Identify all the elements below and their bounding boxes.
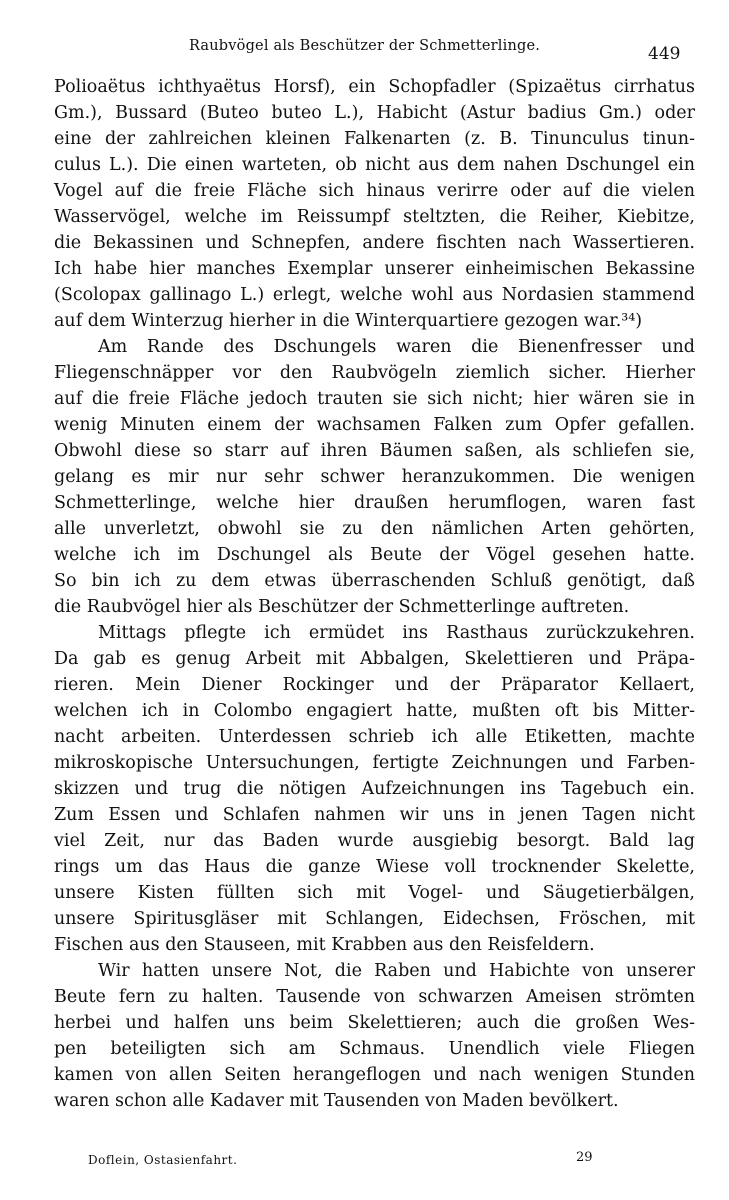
paragraph	[54, 620, 695, 958]
text-line: skizzen und trug die nötigen Aufzeichnungen ins Tagebuch ein.	[54, 779, 695, 799]
text-line: eine der zahlreichen kleinen Falkenarten (z. B. Tinunculus tinun-	[54, 129, 695, 149]
text-line: Gm.), Bussard (Buteo buteo L.), Habicht (Astur badius Gm.) oder	[54, 103, 695, 123]
text-line: Wasservögel, welche im Reissumpf steltzten, die Reiher, Kiebitze,	[54, 207, 695, 227]
text-line: Am Rande des Dschungels waren die Bienenfresser und	[98, 337, 695, 357]
text-line: unsere Kisten füllten sich mit Vogel- und Säugetierbälgen,	[54, 883, 695, 903]
body-text	[54, 74, 695, 1114]
text-line: die Bekassinen und Schnepfen, andere fischten nach Wassertieren.	[54, 233, 695, 253]
text-line: Vogel auf die freie Fläche sich hinaus verirre oder auf die vielen	[54, 181, 695, 201]
text-line: herbei und halfen uns beim Skelettieren; auch die großen Wes-	[54, 1013, 695, 1033]
text-line: welchen ich in Colombo engagiert hatte, mußten oft bis Mitter-	[54, 701, 695, 721]
text-line: Mittags pflegte ich ermüdet ins Rasthaus zurückzukehren.	[98, 623, 695, 643]
text-line: Ich habe hier manches Exemplar unserer einheimischen Bekassine	[54, 259, 695, 279]
text-line: kamen von allen Seiten herangeflogen und nach wenigen Stunden	[54, 1065, 695, 1085]
text-line: pen beteiligten sich am Schmaus. Unendlich viele Fliegen	[54, 1039, 695, 1059]
text-line: Obwohl diese so starr auf ihren Bäumen saßen, als schliefen sie,	[54, 441, 695, 461]
text-line: auf dem Winterzug hierher in die Winterquartiere gezogen war.³⁴)	[54, 311, 643, 331]
text-line: mikroskopische Untersuchungen, fertigte Zeichnungen und Farben-	[54, 753, 695, 773]
page-number: 449	[648, 44, 681, 64]
text-line: viel Zeit, nur das Baden wurde ausgiebig besorgt. Bald lag	[54, 831, 695, 851]
text-line: Da gab es genug Arbeit mit Abbalgen, Skelettieren und Präpa-	[54, 649, 695, 669]
text-line: culus L.). Die einen warteten, ob nicht aus dem nahen Dschungel ein	[54, 155, 695, 175]
text-line: gelang es mir nur sehr schwer heranzukommen. Die wenigen	[54, 467, 695, 487]
text-line: Fischen aus den Stauseen, mit Krabben aus den Reisfeldern.	[54, 935, 595, 955]
text-line: die Raubvögel hier als Beschützer der Schmetterlinge auftreten.	[54, 597, 630, 617]
paragraph	[54, 334, 695, 620]
running-head: Raubvögel als Beschützer der Schmetterlinge.	[188, 38, 541, 54]
text-line: rings um das Haus die ganze Wiese voll trocknender Skelette,	[54, 857, 695, 877]
paragraph	[54, 958, 695, 1114]
text-line: waren schon alle Kadaver mit Tausenden von Maden bevölkert.	[54, 1091, 619, 1111]
text-line: rieren. Mein Diener Rockinger und der Präparator Kellaert,	[54, 675, 695, 695]
text-line: Polioaëtus ichthyaëtus Horsf), ein Schopfadler (Spizaëtus cirrhatus	[54, 77, 695, 97]
text-line: Wir hatten unsere Not, die Raben und Habichte von unserer	[98, 961, 695, 981]
text-line: wenig Minuten einem der wachsamen Falken zum Opfer gefallen.	[54, 415, 695, 435]
text-line: nacht arbeiten. Unterdessen schrieb ich alle Etiketten, machte	[54, 727, 695, 747]
text-line: So bin ich zu dem etwas überraschenden Schluß genötigt, daß	[54, 571, 695, 591]
text-line: Fliegenschnäpper vor den Raubvögeln ziemlich sicher. Hierher	[54, 363, 695, 383]
footer-author: Doflein, Ostasienfahrt.	[88, 1153, 238, 1167]
text-line: Beute fern zu halten. Tausende von schwarzen Ameisen strömten	[54, 987, 695, 1007]
text-line: welche ich im Dschungel als Beute der Vögel gesehen hatte.	[54, 545, 695, 565]
sheet-signature: 29	[576, 1150, 593, 1165]
text-line: Zum Essen und Schlafen nahmen wir uns in jenen Tagen nicht	[54, 805, 695, 825]
text-line: Schmetterlinge, welche hier draußen herumflogen, waren fast	[54, 493, 695, 513]
paragraph	[54, 74, 695, 334]
text-line: auf die freie Fläche jedoch trauten sie sich nicht; hier wären sie in	[54, 389, 695, 409]
text-line: unsere Spiritusgläser mit Schlangen, Eidechsen, Fröschen, mit	[54, 909, 695, 929]
text-line: (Scolopax gallinago L.) erlegt, welche wohl aus Nordasien stammend	[54, 285, 695, 305]
text-line: alle unverletzt, obwohl sie zu den nämlichen Arten gehörten,	[54, 519, 695, 539]
